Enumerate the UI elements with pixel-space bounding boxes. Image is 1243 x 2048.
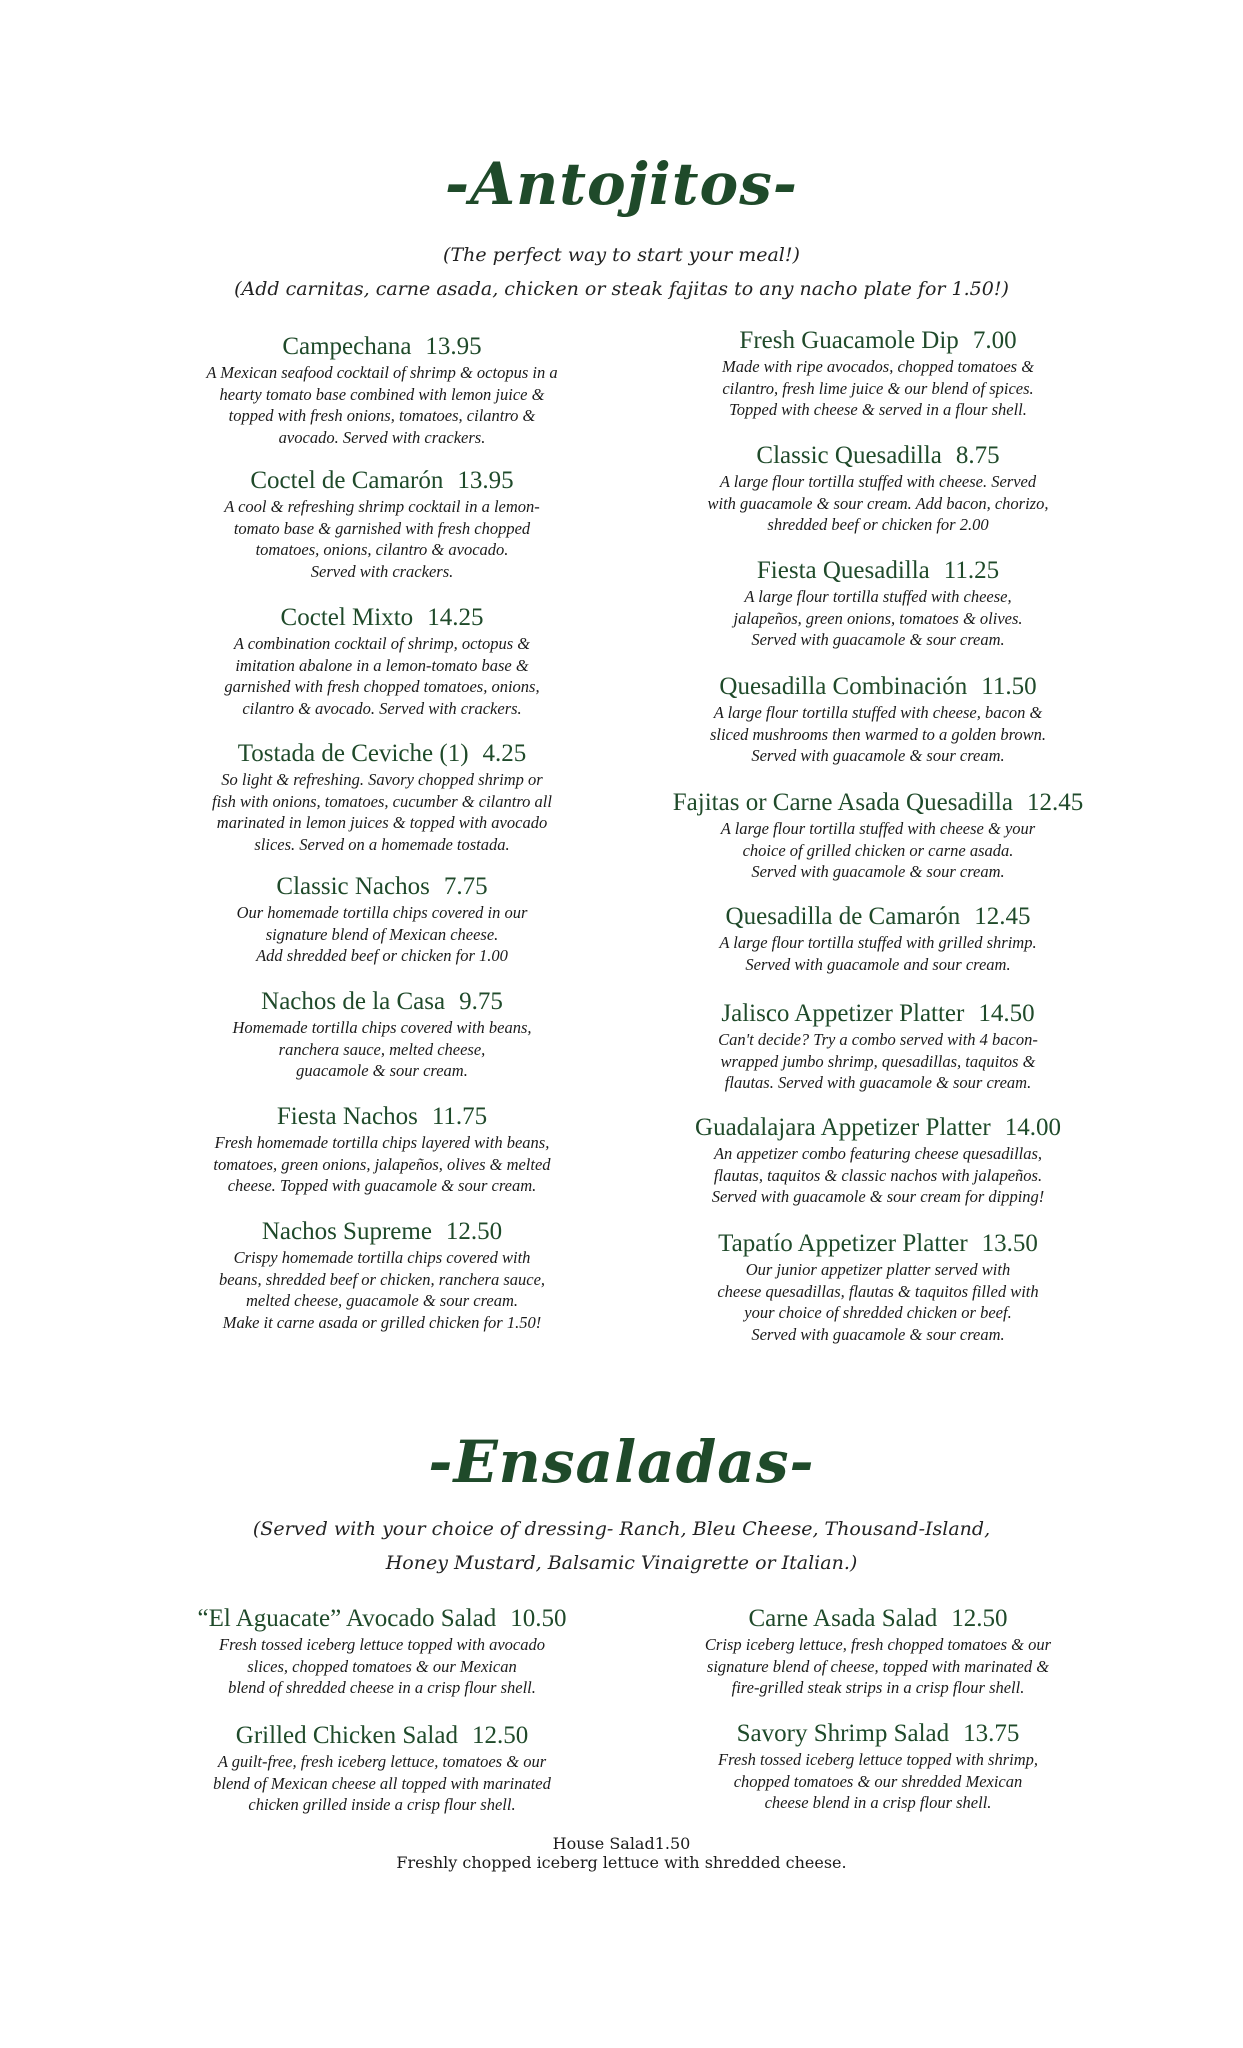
description-line: A cool & refreshing shrimp cocktail in a lemon- <box>224 497 540 516</box>
description-line: A large flour tortilla stuffed with grilled shrimp. <box>719 933 1037 952</box>
menu-item <box>132 988 632 1082</box>
menu-item-name: Savory Shrimp Salad <box>736 1720 950 1747</box>
description-line: Fresh tossed iceberg lettuce topped with avocado <box>219 1635 545 1654</box>
description-line: Served with guacamole & sour cream for dipping! <box>711 1187 1045 1206</box>
house-salad-item <box>0 1834 1243 1872</box>
menu-item <box>638 327 1118 421</box>
menu-item-description <box>132 902 632 967</box>
menu-item-name-line <box>638 1605 1118 1633</box>
menu-item <box>132 1722 632 1816</box>
description-line: Crisp iceberg lettuce, fresh chopped tomatoes & our <box>704 1635 1052 1654</box>
menu-item-description <box>638 818 1118 883</box>
menu-item-description <box>132 1634 632 1699</box>
description-line: cilantro, fresh lime juice & our blend of spices. <box>722 378 1034 398</box>
description-line: with guacamole & sour cream. Add bacon, chorizo, <box>707 493 1049 513</box>
menu-item-price: 14.00 <box>1004 1114 1061 1141</box>
description-line: cheese blend in a crisp flour shell. <box>764 1793 992 1812</box>
menu-item-description <box>638 586 1118 651</box>
menu-item-price: 14.25 <box>427 604 484 631</box>
menu-item <box>638 673 1118 767</box>
antojitos-title: -Antojitos- <box>445 150 798 218</box>
menu-item-name: Nachos de la Casa <box>261 988 446 1015</box>
menu-item-name: Quesadilla Combinación <box>719 673 968 700</box>
description-line: signature blend of Mexican cheese. <box>265 924 499 944</box>
description-line: Add shredded beef or chicken for 1.00 <box>256 946 508 965</box>
description-line: jalapeños, green onions, tomatoes & olives. <box>733 608 1023 628</box>
description-line: Served with guacamole and sour cream. <box>745 954 1011 974</box>
menu-item-name: Quesadilla de Camarón <box>725 903 961 930</box>
description-line: Served with guacamole & sour cream. <box>751 862 1005 881</box>
menu-item-name-line <box>132 604 632 632</box>
description-line: Our junior appetizer platter served with <box>745 1260 1011 1279</box>
description-line: A guilt-free, fresh iceberg lettuce, tomatoes & our <box>217 1752 547 1771</box>
menu-item-price: 12.50 <box>445 1218 503 1245</box>
menu-item-description <box>638 702 1118 767</box>
menu-item-description <box>132 362 632 448</box>
menu-item-description <box>132 769 632 855</box>
description-line: Make it carne asada or grilled chicken for 1.50! <box>222 1312 542 1332</box>
description-line: ranchera sauce, melted cheese, <box>278 1039 486 1059</box>
description-line: cheese quesadillas, flautas & taquitos filled with <box>717 1281 1039 1301</box>
ensaladas-note-1: (Served with your choice of dressing- Ranch, Bleu Cheese, Thousand-Island, <box>252 1518 991 1540</box>
menu-item <box>638 1720 1118 1814</box>
description-line: slices, chopped tomatoes & our Mexican <box>247 1656 517 1676</box>
menu-item <box>132 604 632 719</box>
description-line: guacamole & sour cream. <box>296 1061 468 1080</box>
menu-item-price: 1.50 <box>654 1834 691 1853</box>
menu-item-name: Classic Quesadilla <box>756 442 942 469</box>
description-line: A combination cocktail of shrimp, octopus & <box>233 634 531 653</box>
menu-item <box>132 1103 632 1197</box>
menu-item <box>132 467 632 582</box>
menu-item-name: Tostada de Ceviche (1) <box>237 740 469 767</box>
menu-item-price: 11.50 <box>981 673 1037 700</box>
menu-item-name-line <box>132 740 632 768</box>
menu-item-name-line <box>132 1605 632 1633</box>
description-line: Served with guacamole & sour cream. <box>751 1324 1005 1344</box>
ensaladas-note-2: Honey Mustard, Balsamic Vinaigrette or Italian.) <box>385 1552 858 1574</box>
menu-item-name: Coctel de Camarón <box>250 467 444 494</box>
menu-item-name-line <box>132 1722 632 1750</box>
description-line: beans, shredded beef or chicken, ranchera sauce, <box>218 1269 546 1289</box>
menu-item <box>132 333 632 448</box>
menu-item-description <box>638 1143 1118 1208</box>
description-line: An appetizer combo featuring cheese quesadillas, <box>713 1144 1043 1163</box>
description-line: flautas. Served with guacamole & sour cream. <box>724 1073 1032 1092</box>
menu-item-name-line <box>132 333 632 361</box>
menu-item-description <box>638 1634 1118 1699</box>
description-line: cheese. Topped with guacamole & sour cream. <box>227 1176 537 1195</box>
description-line: imitation abalone in a lemon-tomato base & <box>235 655 529 675</box>
antojitos-note-2: (Add carnitas, carne asada, chicken or steak fajitas to any nacho plate for 1.50!) <box>234 278 1009 300</box>
description-line: melted cheese, guacamole & sour cream. <box>245 1291 519 1310</box>
menu-item-name: Fresh Guacamole Dip <box>739 327 959 354</box>
description-line: flautas, taquitos & classic nachos with jalapeños. <box>713 1165 1043 1185</box>
menu-item-name-line <box>638 557 1118 585</box>
menu-item-description <box>638 356 1118 421</box>
description-line: Can't decide? Try a combo served with 4 bacon- <box>718 1030 1038 1049</box>
menu-item-description <box>132 633 632 719</box>
menu-item-description <box>638 471 1118 536</box>
menu-item <box>638 1605 1118 1699</box>
menu-item-price: 7.75 <box>443 873 488 900</box>
menu-item-name-line <box>638 1000 1118 1028</box>
menu-item-description <box>132 1017 632 1082</box>
menu-item-name: Guadalajara Appetizer Platter <box>695 1114 991 1141</box>
menu-item-price: 12.45 <box>974 903 1031 930</box>
menu-item-name-line <box>638 903 1118 931</box>
description-line: signature blend of cheese, topped with marinated & <box>706 1656 1050 1676</box>
menu-item-name-line <box>638 1114 1118 1142</box>
menu-item-description <box>638 1749 1118 1814</box>
menu-item-price: 11.25 <box>943 557 1000 584</box>
menu-item-name: Carne Asada Salad <box>748 1605 938 1632</box>
menu-item-name-line <box>0 1834 1243 1853</box>
menu-item-name-line <box>638 1230 1118 1258</box>
menu-item <box>132 1218 632 1333</box>
description-line: hearty tomato base combined with lemon juice & <box>219 384 545 404</box>
menu-item-price: 13.50 <box>981 1230 1038 1257</box>
menu-item-name-line <box>638 327 1118 355</box>
description-line: Fresh homemade tortilla chips layered with beans, <box>214 1133 550 1152</box>
description-line: tomatoes, green onions, jalapeños, olives & melted <box>213 1154 551 1174</box>
menu-item-name: Fajitas or Carne Asada Quesadilla <box>672 789 1013 816</box>
menu-item <box>638 903 1118 975</box>
description-line: Crispy homemade tortilla chips covered with <box>233 1248 531 1267</box>
description-line: blend of Mexican cheese all topped with marinated <box>213 1773 551 1793</box>
description-line: A large flour tortilla stuffed with cheese. Served <box>719 472 1037 491</box>
antojitos-note-1: (The perfect way to start your meal!) <box>443 244 800 266</box>
menu-item-name-line <box>638 1720 1118 1748</box>
menu-item-price: 12.45 <box>1026 789 1084 816</box>
menu-item-name-line <box>132 467 632 495</box>
menu-item-name: “El Aguacate” Avocado Salad <box>197 1605 497 1632</box>
menu-item-description <box>638 1259 1118 1345</box>
description-line: Made with ripe avocados, chopped tomatoes & <box>721 357 1035 376</box>
description-line: marinated in lemon juices & topped with avocado <box>216 813 548 832</box>
menu-item-description <box>132 1751 632 1816</box>
menu-item-name-line <box>638 442 1118 470</box>
menu-item-price: 11.75 <box>431 1103 488 1130</box>
menu-item-name-line <box>132 873 632 901</box>
description-line: avocado. Served with crackers. <box>278 427 486 447</box>
description-line: Served with guacamole & sour cream. <box>751 630 1005 649</box>
menu-item-price: 7.00 <box>972 327 1017 354</box>
description-line: A large flour tortilla stuffed with cheese & your <box>720 819 1036 838</box>
description-line: Our homemade tortilla chips covered in our <box>236 903 528 922</box>
description-line: slices. Served on a homemade tostada. <box>254 834 510 854</box>
description-line: garnished with fresh chopped tomatoes, onions, <box>224 677 540 696</box>
menu-item <box>132 740 632 855</box>
menu-item-price: 14.50 <box>978 1000 1035 1027</box>
menu-item-price: 9.75 <box>459 988 503 1015</box>
menu-item <box>638 789 1118 883</box>
description-line: A large flour tortilla stuffed with cheese, <box>744 587 1012 606</box>
menu-item-name-line <box>638 673 1118 701</box>
menu-item-name-line <box>132 988 632 1016</box>
menu-item-description <box>132 1132 632 1197</box>
description-line: Homemade tortilla chips covered with beans, <box>232 1018 532 1037</box>
description-line: your choice of shredded chicken or beef. <box>744 1303 1012 1322</box>
menu-item-price: 13.95 <box>425 333 482 360</box>
description-line: fire-grilled steak strips in a crisp flour shell. <box>731 1678 1025 1697</box>
description-line: A large flour tortilla stuffed with cheese, bacon & <box>713 703 1043 722</box>
description-line: chopped tomatoes & our shredded Mexican <box>733 1771 1023 1791</box>
ensaladas-title: -Ensaladas- <box>428 1428 815 1496</box>
menu-item <box>638 442 1118 536</box>
description-line: Served with crackers. <box>310 561 454 581</box>
menu-item <box>638 557 1118 651</box>
menu-item-price: 4.25 <box>482 740 527 767</box>
menu-item-price: 8.75 <box>955 442 1000 469</box>
menu-item-price: 13.75 <box>963 1720 1020 1747</box>
menu-item-price: 13.95 <box>457 467 514 494</box>
menu-item-price: 10.50 <box>510 1605 567 1632</box>
menu-item-name: Grilled Chicken Salad <box>235 1722 458 1749</box>
description-line: Served with guacamole & sour cream. <box>751 746 1005 765</box>
description-line: sliced mushrooms then warmed to a golden brown. <box>709 724 1047 744</box>
menu-item-name-line <box>132 1218 632 1246</box>
description-line: shredded beef or chicken for 2.00 <box>767 515 989 534</box>
menu-item-name: Fiesta Nachos <box>276 1103 418 1130</box>
menu-item-name: House Salad <box>552 1834 655 1853</box>
menu-item <box>638 1000 1118 1094</box>
menu-item-description <box>0 1853 1243 1872</box>
menu-item-name: Nachos Supreme <box>261 1218 432 1245</box>
description-line: A Mexican seafood cocktail of shrimp & octopus in a <box>206 363 558 382</box>
menu-item <box>0 1834 1243 1872</box>
menu-item-name-line <box>638 789 1118 817</box>
menu-item-price: 12.50 <box>951 1605 1008 1632</box>
description-line: tomatoes, onions, cilantro & avocado. <box>255 540 509 559</box>
menu-item-description <box>638 1029 1118 1094</box>
description-line: chicken grilled inside a crisp flour shell. <box>248 1795 516 1814</box>
description-line: wrapped jumbo shrimp, quesadillas, taquitos & <box>720 1051 1036 1071</box>
menu-item-description <box>638 932 1118 975</box>
menu-item <box>638 1230 1118 1345</box>
description-line: fish with onions, tomatoes, cucumber & cilantro all <box>212 791 552 811</box>
description-line: So light & refreshing. Savory chopped shrimp or <box>221 770 543 789</box>
description-line: blend of shredded cheese in a crisp flour shell. <box>228 1678 536 1697</box>
menu-item-price: 12.50 <box>471 1722 529 1749</box>
menu-item-name: Fiesta Quesadilla <box>756 557 930 584</box>
description-line: Topped with cheese & served in a flour shell. <box>729 400 1027 419</box>
description-line: topped with fresh onions, tomatoes, cilantro & <box>228 406 536 425</box>
description-line: choice of grilled chicken or carne asada. <box>742 840 1014 860</box>
menu-item-description <box>132 1247 632 1333</box>
menu-item-name: Tapatío Appetizer Platter <box>718 1230 968 1257</box>
menu-item-name: Coctel Mixto <box>280 604 414 631</box>
menu-item <box>132 873 632 967</box>
description-line: Fresh tossed iceberg lettuce topped with shrimp, <box>717 1750 1039 1769</box>
menu-item <box>638 1114 1118 1208</box>
menu-item-name: Campechana <box>282 333 412 360</box>
menu-item-name: Jalisco Appetizer Platter <box>721 1000 965 1027</box>
menu-item <box>132 1605 632 1699</box>
description-line: cilantro & avocado. Served with crackers. <box>242 698 522 718</box>
menu-item-name-line <box>132 1103 632 1131</box>
menu-item-description <box>132 496 632 582</box>
description-line: tomato base & garnished with fresh chopped <box>233 518 531 538</box>
description-line: Freshly chopped iceberg lettuce with shredded cheese. <box>396 1853 847 1872</box>
menu-item-name: Classic Nachos <box>276 873 430 900</box>
